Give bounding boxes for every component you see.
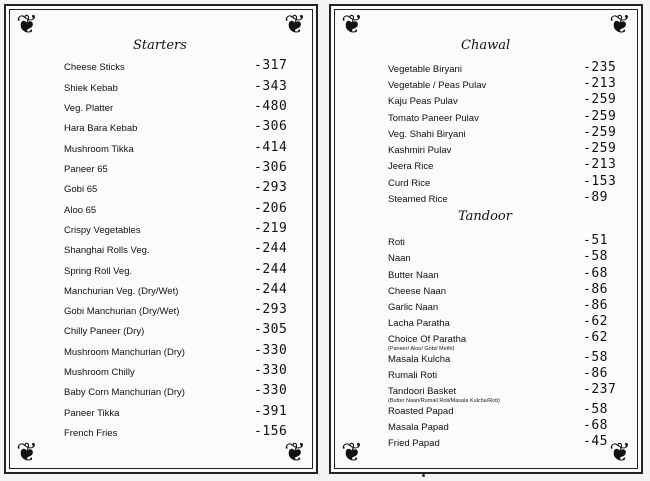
corner-ornament-icon: ❦ [341, 438, 363, 468]
menu-item-price: -86 [583, 366, 608, 381]
corner-ornament-icon: ❦ [16, 10, 38, 40]
menu-item-label: Curd Rice [388, 178, 431, 189]
menu-item-name [64, 245, 150, 256]
menu-item-label: Jeera Rice [388, 161, 434, 172]
menu-item-name [64, 144, 134, 155]
menu-item-name [64, 103, 113, 114]
menu-item-price: -259 [583, 109, 617, 124]
menu-item-note: (Butter Naan/Rumali Roti/Masala Kulcha/Roti) [388, 398, 500, 404]
corner-ornament-icon: ❦ [16, 438, 38, 468]
menu-item-name [388, 64, 462, 75]
menu-item-price: -259 [583, 141, 617, 156]
menu-item-label: Mushroom Chilly [64, 367, 135, 378]
menu-item-name [64, 408, 119, 419]
menu-item-name [64, 286, 178, 297]
menu-item-price: -219 [254, 221, 288, 236]
menu-item-price: -480 [254, 99, 288, 114]
menu-item-name [64, 62, 125, 73]
menu-item-name [388, 80, 486, 91]
menu-item-price: -237 [583, 382, 617, 397]
menu-item-label: Mushroom Tikka [64, 144, 134, 155]
menu-item-price: -89 [583, 190, 608, 205]
menu-item-name [388, 253, 411, 264]
corner-ornament-icon: ❦ [609, 438, 631, 468]
corner-ornament-icon: ❦ [284, 10, 306, 40]
menu-item-price: -414 [254, 140, 288, 155]
menu-item-price: -58 [583, 402, 608, 417]
menu-item-label: Masala Kulcha [388, 354, 451, 365]
menu-item-price: -86 [583, 282, 608, 297]
chawal-title: Chawal [461, 38, 511, 53]
menu-item-label: Spring Roll Veg. [64, 266, 133, 277]
menu-item-label: Tomato Paneer Pulav [388, 113, 479, 124]
menu-item-price: -259 [583, 125, 617, 140]
menu-item-name [388, 286, 446, 297]
menu-item-price: -259 [583, 92, 617, 107]
page-mark [422, 474, 425, 477]
menu-item-name [388, 318, 450, 329]
menu-item-name [388, 178, 430, 189]
menu-item-price: -293 [254, 302, 288, 317]
menu-item-price: -317 [254, 58, 288, 73]
menu-item-label: Tandoori Basket [388, 386, 457, 397]
menu-item-name [64, 164, 108, 175]
left-menu-page [4, 4, 318, 474]
menu-item-name [64, 83, 118, 94]
menu-item-label: Aloo 65 [64, 205, 97, 216]
menu-item-label: Butter Naan [388, 270, 439, 281]
menu-item-name [388, 370, 437, 381]
menu-item-price: -244 [254, 282, 288, 297]
menu-item-note: (Paneer/ Aloo/ Gobi/ Methi) [388, 346, 455, 352]
menu-item-price: -213 [583, 76, 617, 91]
menu-item-name [64, 347, 185, 358]
menu-item-name [388, 354, 450, 365]
menu-item-price: -206 [254, 201, 288, 216]
menu-item-name [388, 438, 440, 449]
menu-item-name [64, 205, 96, 216]
menu-item-name [388, 145, 451, 156]
menu-item-price: -330 [254, 363, 288, 378]
menu-item-label: Cheese Naan [388, 286, 447, 297]
menu-item-price: -244 [254, 241, 288, 256]
menu-item-label: Rumali Roti [388, 370, 438, 381]
menu-item-label: Gobi Manchurian (Dry/Wet) [64, 306, 180, 317]
menu-item-name [64, 428, 117, 439]
menu-item-price: -68 [583, 418, 608, 433]
menu-item-name [388, 302, 438, 313]
starters-title: Starters [133, 38, 187, 53]
menu-item-name [388, 334, 466, 352]
menu-item-name [388, 96, 458, 107]
menu-item-price: -156 [254, 424, 288, 439]
menu-item-name [388, 270, 439, 281]
menu-item-price: -306 [254, 160, 288, 175]
menu-item-label: Manchurian Veg. (Dry/Wet) [64, 286, 179, 297]
menu-item-label: Kashmiri Pulav [388, 145, 452, 156]
tandoor-title: Tandoor [458, 209, 512, 224]
menu-item-label: Kaju Peas Pulav [388, 96, 458, 107]
menu-item-name [64, 225, 141, 236]
menu-item-label: Baby Corn Manchurian (Dry) [64, 387, 185, 398]
menu-item-price: -343 [254, 79, 288, 94]
menu-item-label: Steamed Rice [388, 194, 448, 205]
corner-ornament-icon: ❦ [284, 438, 306, 468]
menu-item-name [388, 194, 448, 205]
menu-item-name [388, 113, 479, 124]
menu-item-name [64, 367, 135, 378]
menu-item-label: Chilly Paneer (Dry) [64, 326, 145, 337]
menu-item-label: Roasted Papad [388, 406, 454, 417]
menu-item-label: Naan [388, 253, 411, 264]
menu-item-label: Gobi 65 [64, 184, 98, 195]
menu-item-label: Garlic Naan [388, 302, 439, 313]
menu-item-price: -68 [583, 266, 608, 281]
menu-item-price: -213 [583, 157, 617, 172]
menu-item-label: Vegetable / Peas Pulav [388, 80, 487, 91]
menu-item-name [64, 184, 97, 195]
menu-item-name [64, 123, 137, 134]
menu-item-label: Shanghai Rolls Veg. [64, 245, 150, 256]
menu-item-label: Cheese Sticks [64, 62, 125, 73]
menu-item-label: Shiek Kebab [64, 83, 118, 94]
menu-item-price: -58 [583, 350, 608, 365]
menu-item-price: -58 [583, 249, 608, 264]
menu-item-label: Crispy Vegetables [64, 225, 141, 236]
menu-item-name [64, 306, 179, 317]
menu-item-price: -305 [254, 322, 288, 337]
menu-item-label: Vegetable Biryani [388, 64, 462, 75]
menu-item-price: -45 [583, 434, 608, 449]
menu-item-label: Mushroom Manchurian (Dry) [64, 347, 185, 358]
menu-item-price: -330 [254, 343, 288, 358]
menu-item-label: Veg. Platter [64, 103, 114, 114]
menu-item-price: -51 [583, 233, 608, 248]
right-menu-page [329, 4, 643, 474]
menu-item-label: French Fries [64, 428, 118, 439]
menu-item-price: -330 [254, 383, 288, 398]
menu-item-price: -235 [583, 60, 617, 75]
menu-item-price: -306 [254, 119, 288, 134]
menu-item-label: Veg. Shahi Biryani [388, 129, 466, 140]
menu-item-price: -244 [254, 262, 288, 277]
menu-item-name [388, 406, 454, 417]
corner-ornament-icon: ❦ [609, 10, 631, 40]
menu-item-label: Masala Papad [388, 422, 449, 433]
menu-item-label: Fried Papad [388, 438, 440, 449]
corner-ornament-icon: ❦ [341, 10, 363, 40]
menu-item-name [388, 422, 449, 433]
menu-item-label: Roti [388, 237, 405, 248]
menu-item-price: -293 [254, 180, 288, 195]
menu-item-price: -86 [583, 298, 608, 313]
menu-item-price: -62 [583, 314, 608, 329]
menu-item-name [64, 266, 132, 277]
menu-item-name [388, 161, 433, 172]
menu-item-label: Paneer 65 [64, 164, 108, 175]
menu-item-label: Hara Bara Kebab [64, 123, 138, 134]
menu-item-label: Paneer Tikka [64, 408, 120, 419]
menu-item-label: Lacha Paratha [388, 318, 450, 329]
menu-item-price: -153 [583, 174, 617, 189]
menu-item-name [64, 387, 185, 398]
menu-item-name [388, 386, 500, 404]
menu-item-name [64, 326, 144, 337]
menu-item-name [388, 129, 466, 140]
menu-item-price: -62 [583, 330, 608, 345]
menu-item-price: -391 [254, 404, 288, 419]
menu-item-name [388, 237, 405, 248]
menu-item-label: Choice Of Paratha [388, 334, 467, 345]
